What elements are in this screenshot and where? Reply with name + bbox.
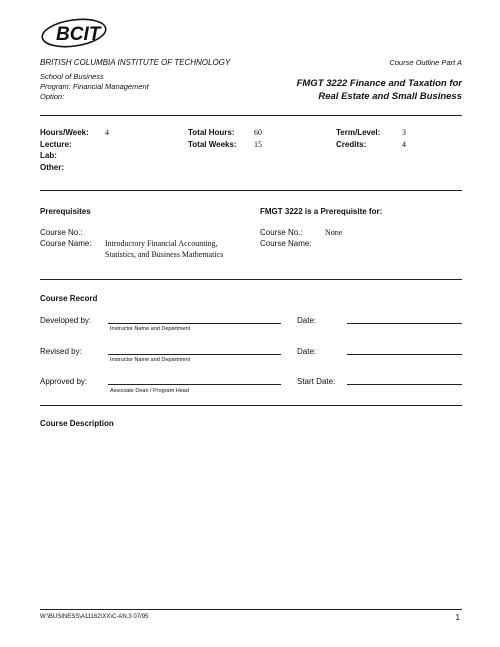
for-course-no-label: Course No.: (260, 228, 303, 237)
logo-text: BCIT (56, 24, 101, 45)
developed-signature-line (108, 323, 281, 324)
course-description-heading: Course Description (40, 419, 114, 428)
developed-caption: Instructor Name and Department (110, 326, 191, 332)
term-label: Term/Level: (336, 128, 381, 137)
start-date-label: Start Date: (297, 377, 336, 386)
divider (40, 190, 462, 191)
total-hours-value: 60 (254, 128, 262, 137)
prereq-for-heading: FMGT 3222 is a Prerequisite for: (260, 207, 383, 216)
institute-name: BRITISH COLUMBIA INSTITUTE OF TECHNOLOGY (40, 58, 231, 67)
for-course-no-value: None (325, 228, 343, 237)
revised-signature-line (108, 354, 281, 355)
file-path: W:\BUSINESS\A11162\XX\C-AN.3 07/95 (40, 614, 149, 620)
school-name: School of Business (40, 72, 104, 81)
hours-week-value: 4 (105, 128, 109, 137)
divider (40, 115, 462, 116)
prerequisites-heading: Prerequisites (40, 207, 91, 216)
hours-week-label: Hours/Week: (40, 128, 89, 137)
option-label: Option: (40, 92, 65, 101)
outline-label: Course Outline Part A (389, 58, 462, 67)
page-number: 1 (455, 613, 460, 622)
other-label: Other: (40, 163, 64, 172)
for-course-name-label: Course Name: (260, 239, 312, 248)
course-record-heading: Course Record (40, 294, 98, 303)
revised-label: Revised by: (40, 347, 82, 356)
credits-value: 4 (402, 140, 406, 149)
credits-label: Credits: (336, 140, 367, 149)
course-name-line1: Introductory Financial Accounting, (105, 239, 218, 248)
revised-caption: Instructor Name and Department (110, 357, 191, 363)
date-line-2 (347, 354, 462, 355)
course-no-label: Course No.: (40, 228, 83, 237)
total-weeks-value: 15 (254, 140, 262, 149)
divider (40, 279, 462, 280)
approved-caption: Associate Dean / Program Head (110, 388, 189, 394)
start-date-line (347, 384, 462, 385)
course-title-line1: FMGT 3222 Finance and Taxation for (296, 78, 462, 89)
bcit-logo (40, 14, 110, 50)
developed-label: Developed by: (40, 316, 92, 325)
lecture-label: Lecture: (40, 140, 72, 149)
course-name-line2: Statistics, and Business Mathematics (105, 250, 224, 259)
total-hours-label: Total Hours: (188, 128, 235, 137)
course-name-label: Course Name: (40, 239, 92, 248)
program-name: Program: Financial Management (40, 82, 149, 91)
date-label-2: Date: (297, 347, 317, 356)
approved-label: Approved by: (40, 377, 88, 386)
lab-label: Lab: (40, 151, 57, 160)
term-value: 3 (402, 128, 406, 137)
footer-divider (40, 609, 462, 610)
divider (40, 405, 462, 406)
date-label-1: Date: (297, 316, 317, 325)
course-title-line2: Real Estate and Small Business (318, 91, 462, 102)
date-line-1 (347, 323, 462, 324)
total-weeks-label: Total Weeks: (188, 140, 237, 149)
approved-signature-line (108, 384, 281, 385)
